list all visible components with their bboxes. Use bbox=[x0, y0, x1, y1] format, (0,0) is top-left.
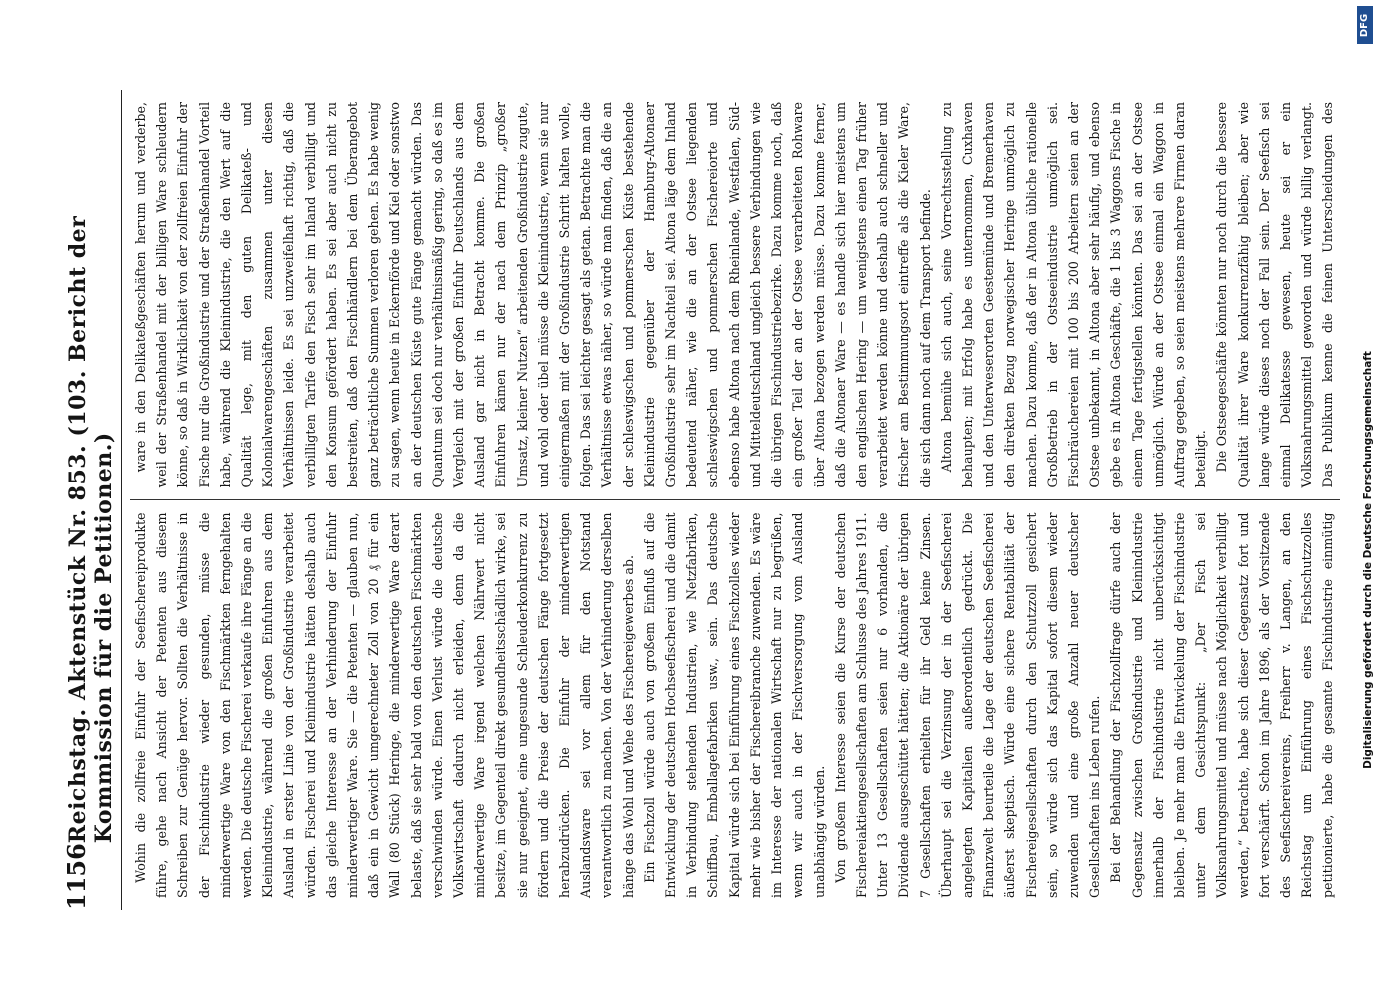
rotated-document-page bbox=[42, 60, 1342, 940]
paragraph: Bei der Behandlung der Fischzollfrage dürfe auch der Gegensatz zwischen Großindustrie und Kleinindustrie innerhalb der Fischindustrie nicht unberücksichtigt bleiben. Je mehr man die Entwickelung der Fischindustrie unter dem Gesichtspunkt: „Der Fisch sei Volksnahrungsmittel und müsse nach Möglichkeit verbilligt werden,“ betrachte, habe sich dieser Gegensatz fort und fort verschärft. Schon im Jahre 1896, als der Vorsitzende des Seefischereivereins, Freiherr v. Langen, an den Reichstag um Einführung eines Fischschutzzolles petitionierte, habe die gesamte Fischindustrie einmütig bbox=[1107, 512, 1335, 898]
running-title: Reichstag. Aktenstück Nr. 853. (103. Bericht der Kommission für die Petitionen.) bbox=[64, 215, 117, 844]
paragraph: Die Ostseegeschäfte könnten nur noch durch die bessere Qualität ihrer Ware konkurrenzfähig bleiben; aber wie lange würde dieses noch der Fall sein. Der Seefisch sei einmal Delikatesse gewesen, heute sei er ein Volksnahrungsmittel geworden und würde billig verlangt. Das Publikum kenne die feinen Unterscheidungen des bbox=[1213, 102, 1335, 488]
text-columns bbox=[130, 90, 1340, 910]
paragraph: ware in den Delikateßgeschäften herum und verderbe, weil der Straßenhandel mit der billigen Ware schleudern könne, so daß in Wirklichkeit von der zollfreien Einfuhr der Fische nur die Großindustrie und der Straßenhandel Vorteil habe, während die Kleinindustrie, die den Wert auf die Qualität lege, mit den guten Delikateß- und Kolonialwarengeschäften zusammen unter diesen Verhältnissen leide. Es sei unzweifelhaft richtig, daß die verbilligten Tarife den Fisch sehr im Inland verbilligt und den Konsum gefördert haben. Es sei aber auch nicht zu bestreiten, daß den Fischhändlern bei dem Überangebot ganz beträchtliche Summen verloren gehen. Es habe wenig zu sagen, wenn heute in Eckernförde und Kiel oder sonstwo an der deutschen Küste gute Fänge gemacht würden. Das Quantum sei doch nur verhältnismäßig gering, so daß es im Vergleich mit der großen Einfuhr Deutschlands aus dem Ausland gar nicht in Betracht komme. Die großen Einfuhren kämen nur der nach dem Prinzip „großer Umsatz, kleiner Nutzen“ arbeitenden Großindustrie zugute, und wohl oder übel müsse die Kleinindustrie, wenn sie nur einigermaßen mit der Großindustrie Schritt halten wolle, folgen. Das sei leichter gesagt als getan. Betrachte man die Verhältnisse etwas näher, so würde man finden, daß die an der schleswigschen und pommerschen Küste bestehende Kleinindustrie gegenüber der Hamburg-Altonaer Großindustrie sehr im Nachteil sei. Altona läge dem Inland bedeutend näher, wie die an der Ostsee liegenden schleswigschen und pommerschen Fischereiorte und ebenso habe Altona nach dem Rheinlande, Westfalen, Süd- und Mitteldeutschland ungleich bessere Verbindungen wie die übrigen Fischindustriebezirke. Dazu komme noch, daß ein großer Teil der an der Ostsee verarbeiteten Rohware über Altona bezogen werden müsse. Dazu komme ferner, daß die Altonaer Ware — es handle sich hier meistens um den englischen Hering — um wenigstens einen Tag früher verarbeitet werden könne und deshalb auch schneller und frischer am Bestimmungsort eintreffe als die Kieler Ware, die sich dann noch auf dem Transport befinde. bbox=[132, 102, 933, 488]
paragraph: Altona bemühe sich auch, seine Vorrechtsstellung zu behaupten; mit Erfolg habe es unternommen, Cuxhaven und den Unterweserorten Geestemünde und Bremerhaven den direkten Bezug norwegischer Heringe unmöglich zu machen. Dazu komme, daß der in Altona übliche rationelle Großbetrieb in der Ostseeindustrie unmöglich sei. Fischräuchereien mit 100 bis 200 Arbeitern seien an der Ostsee unbekannt, in Altona aber sehr häufig, und ebenso gebe es in Altona Geschäfte, die 1 bis 3 Waggons Fische in einem Tage fertigstellen könnten. Das sei an der Ostsee unmöglich. Würde an der Ostsee einmal ein Waggon in Auftrag gegeben, so seien meistens mehrere Firmen daran beteiligt. bbox=[938, 102, 1208, 488]
digitization-credit bbox=[1359, 0, 1377, 1000]
paragraph: Ein Fischzoll würde auch von großem Einfluß auf die Entwicklung der deutschen Hochseefischerei und die damit in Verbindung stehenden Industrien, wie Netzfabriken, Schiffbau, Emballagefabriken usw., sein. Das deutsche Kapital würde sich bei Einführung eines Fischzolles wieder mehr wie bisher der Fischereibranche zuwenden. Es wäre im Interesse der nationalen Wirtschaft nur zu begrüßen, wenn wir auch in der Fischversorgung vom Ausland unabhängig würden. bbox=[641, 512, 826, 898]
credit-text: Digitalisierung gefördert durch die Deutsche Forschungsgemeinschaft bbox=[1362, 351, 1374, 769]
paragraph: Von großem Interesse seien die Kurse der deutschen Fischereiaktiengesellschaften am Schlusse des Jahres 1911. Unter 13 Gesellschaften seien nur 6 vorhanden, die Dividende ausgeschüttet hätten; die Aktionäre der übrigen 7 Gesellschaften erhielten für ihr Geld keine Zinsen. Überhaupt sei die Verzinsung der in der Seefischerei angelegten Kapitalien außerordentlich gedrückt. Die Finanzwelt beurteile die Lage der deutschen Seefischerei äußerst skeptisch. Würde eine sichere Rentabilität der Fischereigesellschaften durch den Schutzzoll gesichert sein, so würde sich das Kapital sofort diesem wieder zuwenden und eine große Anzahl neuer deutscher Gesellschaften ins Leben rufen. bbox=[832, 512, 1102, 898]
page-number: 1156 bbox=[61, 843, 91, 910]
dfg-logo bbox=[1357, 6, 1373, 44]
paragraph: Wohin die zollfreie Einfuhr der Seefischereiprodukte führe, gehe nach Ansicht der Petenten aus diesem Schreiben zur Genüge hervor. Sollten die Verhältnisse in der Fischindustrie wieder gesunden, müsse die minderwertige Ware von den Fischmärkten ferngehalten werden. Die deutsche Fischerei verkaufe ihre Fänge an die Kleinindustrie, während die großen Einfuhren aus dem Ausland in erster Linie von der Großindustrie verarbeitet würden. Fischerei und Kleinindustrie hätten deshalb auch das gleiche Interesse an der Verhinderung der Einfuhr minderwertiger Ware. Sie — die Petenten — glauben nun, daß ein in Gewicht umgerechneter Zoll von 20 ₰ für ein Wall (80 Stück) Heringe, die minderwertige Ware derart belaste, daß sie sehr bald von den deutschen Fischmärkten verschwinden würde. Einen Verlust würde die deutsche Volkswirtschaft dadurch nicht erleiden, denn da die minderwertige Ware irgend welchen Nährwert nicht besitze, im Gegenteil direkt gesundheitsschädlich wirke, sei sie nur geeignet, eine ungesunde Schleuderkonkurrenz zu fördern und die Preise der deutschen Fänge fortgesetzt herabzudrücken. Die Einfuhr der minderwertigen Auslandsware sei vor allem für den Notstand verantwortlich zu machen. Von der Verhinderung derselben hänge das Wohl und Wehe des Fischereigewerbes ab. bbox=[132, 512, 636, 898]
dfg-logo-text: DFG bbox=[1359, 13, 1371, 37]
right-column bbox=[130, 90, 1340, 501]
left-column bbox=[130, 501, 1340, 911]
page-header bbox=[62, 90, 122, 910]
